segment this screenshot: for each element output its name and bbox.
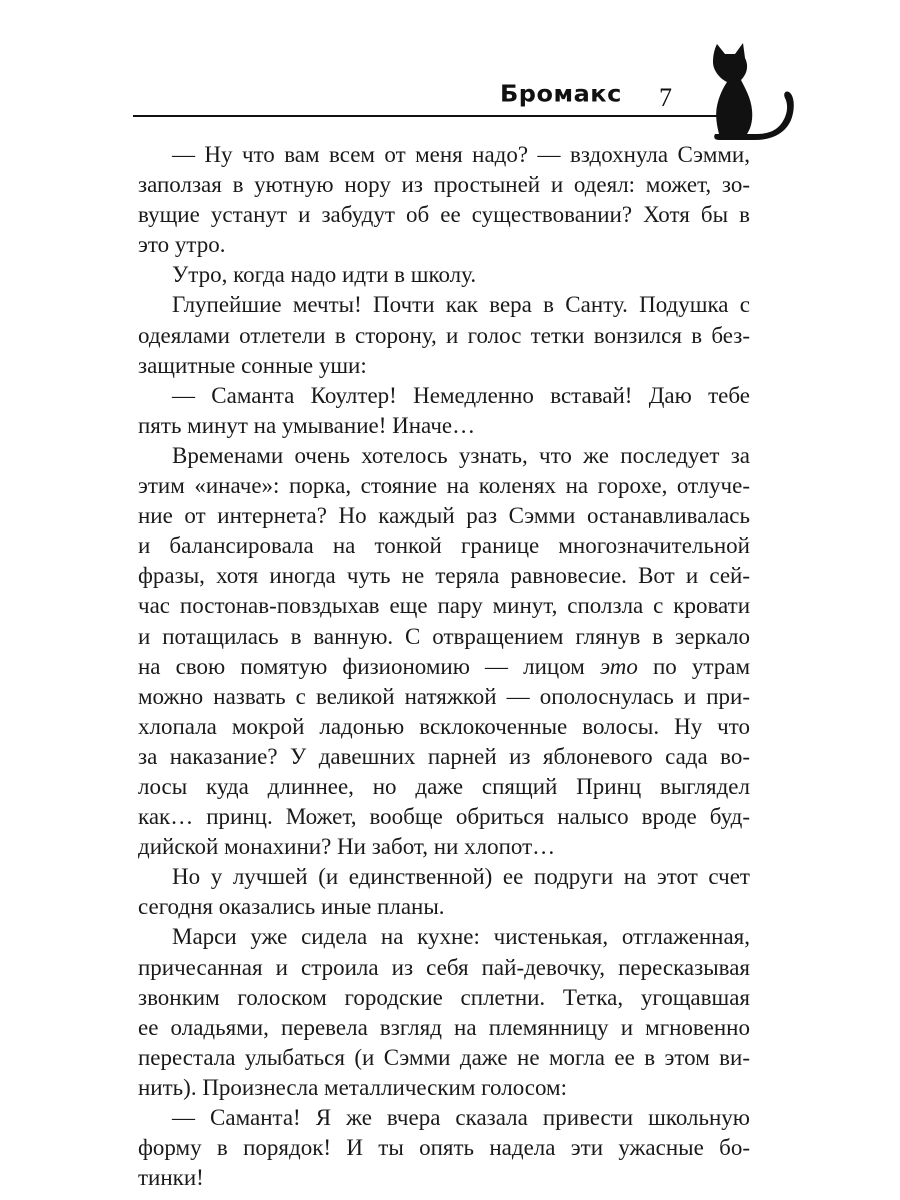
- text-line: одеялами отлетели в сторону, и голос тетки вонзился в без-: [138, 322, 750, 348]
- text-line: вущие устанут и забудут об ее существовании? Хотя бы в: [138, 202, 750, 228]
- cat-silhouette-icon: [705, 40, 795, 142]
- text-line: перестала улыбаться (и Сэмми даже не могла ее в этом ви-: [138, 1044, 750, 1070]
- text-line: Утро, когда надо идти в школу.: [172, 262, 477, 288]
- text-line: хлопала мокрой ладонью всклокоченные волосы. Ну что: [138, 713, 750, 739]
- paragraph-1: [138, 140, 750, 260]
- page-header: [0, 0, 900, 140]
- text-line: ние от интернета? Но каждый раз Сэмми останавливалась: [138, 503, 750, 529]
- text-line: заползая в уютную нору из простыней и одеял: может, зо-: [138, 172, 750, 198]
- text-line: и потащилась в ванную. С отвращением глянув в зеркало: [138, 623, 750, 649]
- text-line: лосы куда длиннее, но даже спящий Принц выглядел: [138, 773, 750, 799]
- text-line: защитные сонные уши:: [138, 352, 367, 378]
- text-line: Но у лучшей (и единственной) ее подруги на этот счет: [172, 864, 750, 890]
- paragraph-4: [138, 381, 750, 441]
- text-line: Марси уже сидела на кухне: чистенькая, отглаженная,: [172, 924, 750, 950]
- text-line: это утро.: [138, 232, 226, 258]
- text-line: час постонав-повздыхав еще пару минут, сползла с кровати: [138, 593, 750, 619]
- header-rule: [133, 115, 717, 117]
- text-line: этим «иначе»: порка, стояние на коленях на горохе, отлуче-: [138, 473, 750, 499]
- text-line: тинки!: [138, 1165, 204, 1191]
- paragraph-7: [138, 922, 750, 1103]
- text-line: пять минут на умывание! Иначе…: [138, 412, 476, 438]
- text-line: сегодня оказались иные планы.: [138, 894, 445, 920]
- text-line: ее оладьями, перевела взгляд на племянницу и мгновенно: [138, 1014, 750, 1040]
- text-line: Глупейшие мечты! Почти как вера в Санту. Подушка с: [172, 292, 750, 318]
- running-title: Бромакс: [500, 80, 622, 108]
- text-line: нить). Произнесла металлическим голосом:: [138, 1074, 567, 1100]
- paragraph-5: [138, 441, 750, 862]
- paragraph-2: [138, 260, 750, 290]
- page-number: 7: [659, 83, 672, 112]
- text-line: Временами очень хотелось узнать, что же последует за: [172, 442, 750, 468]
- text-line: фразы, хотя иногда чуть не теряла равновесие. Вот и сей-: [138, 563, 750, 589]
- text-line: дийской монахини? Ни забот, ни хлопот…: [138, 834, 556, 860]
- text-line: можно назвать с великой натяжкой — ополоснулась и при-: [138, 683, 750, 709]
- body-text: [138, 140, 750, 1193]
- text-line: и балансировала на тонкой границе многозначительной: [138, 533, 750, 559]
- text-line: — Саманта! Я же вчера сказала привести школьную: [172, 1105, 750, 1130]
- paragraph-6: [138, 862, 750, 922]
- text-line: причесанная и строила из себя пай-девочку, пересказывая: [138, 954, 750, 980]
- text-line: — Саманта Коултер! Немедленно вставай! Даю тебе: [172, 382, 750, 408]
- paragraph-3: [138, 290, 750, 380]
- text-line: звонким голоском городские сплетни. Тетка, угощавшая: [138, 984, 750, 1010]
- paragraph-8: [138, 1103, 750, 1193]
- text-line: на свою помятую физиономию — лицом это по утрам: [138, 653, 751, 679]
- emphasis: это: [599, 653, 638, 679]
- text-line: как… принц. Может, вообще обриться налысо вроде буд-: [138, 804, 750, 830]
- text-line: форму в порядок! И ты опять надела эти ужасные бо-: [138, 1135, 750, 1161]
- text-line: за наказание? У давешних парней из яблоневого сада во-: [138, 743, 750, 769]
- text-line: — Ну что вам всем от меня надо? — вздохнула Сэмми,: [172, 142, 750, 167]
